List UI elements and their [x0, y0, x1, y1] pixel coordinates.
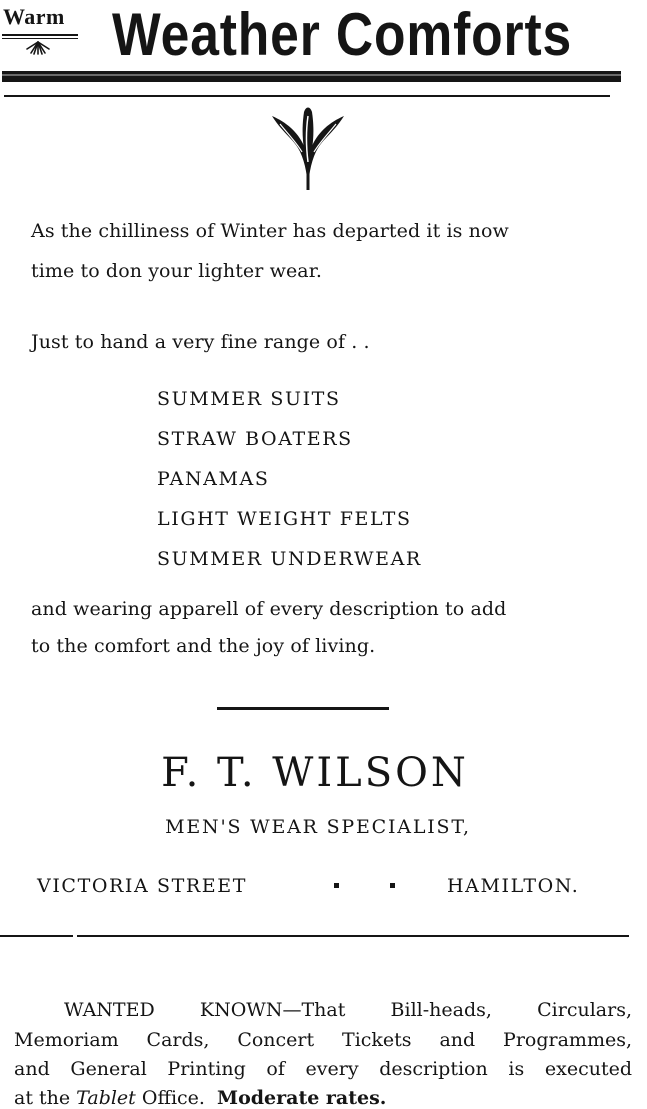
address-separator-dot	[390, 883, 395, 888]
notice-publication-name: Tablet	[76, 1087, 136, 1109]
header-thick-rule	[2, 71, 621, 82]
closing-line-2: to the comfort and the joy of living.	[31, 635, 376, 657]
closing-line-1: and wearing apparell of every description to add	[31, 598, 507, 620]
header-rule-highlight	[2, 74, 621, 76]
merchant-street: VICTORIA STREET	[37, 875, 247, 897]
merchant-city: HAMILTON.	[447, 875, 580, 897]
product-item: LIGHT WEIGHT FELTS	[157, 508, 412, 530]
product-item: PANAMAS	[157, 468, 270, 490]
notice-office: Office.	[141, 1087, 205, 1109]
notice-line-1: WANTED KNOWN—That Bill-heads, Circulars,	[64, 999, 632, 1021]
product-item: SUMMER UNDERWEAR	[157, 548, 422, 570]
notice-line-4	[14, 1089, 632, 1108]
intro-line-1: As the chilliness of Winter has departed it is now	[31, 220, 509, 242]
intro-line-2: time to don your lighter wear.	[31, 260, 322, 282]
notice-line-4-lead: at the	[14, 1087, 71, 1109]
section-divider	[217, 707, 389, 710]
merchant-name: F. T. WILSON	[161, 750, 469, 796]
headline: Weather Comforts	[112, 1, 573, 68]
merchant-title: MEN'S WEAR SPECIALIST,	[165, 816, 471, 838]
product-item: SUMMER SUITS	[157, 388, 341, 410]
kicker-word: Warm	[3, 4, 65, 29]
product-item: STRAW BOATERS	[157, 428, 353, 450]
notice-line-3: and General Printing of every description is executed	[14, 1058, 632, 1080]
tulip-ornament-icon	[268, 102, 348, 192]
address-separator-dot	[334, 883, 339, 888]
notice-separator-rule	[0, 935, 73, 937]
notice-line-2: Memoriam Cards, Concert Tickets and Programmes,	[14, 1029, 632, 1051]
sunburst-ornament-icon	[25, 41, 51, 55]
notice-separator-rule	[77, 935, 629, 937]
header-thin-rule	[4, 95, 610, 97]
notice-rates: Moderate rates.	[217, 1087, 387, 1109]
range-line: Just to hand a very fine range of . .	[31, 331, 370, 353]
kicker-underline-thin	[2, 38, 78, 39]
kicker-underline	[2, 34, 78, 36]
